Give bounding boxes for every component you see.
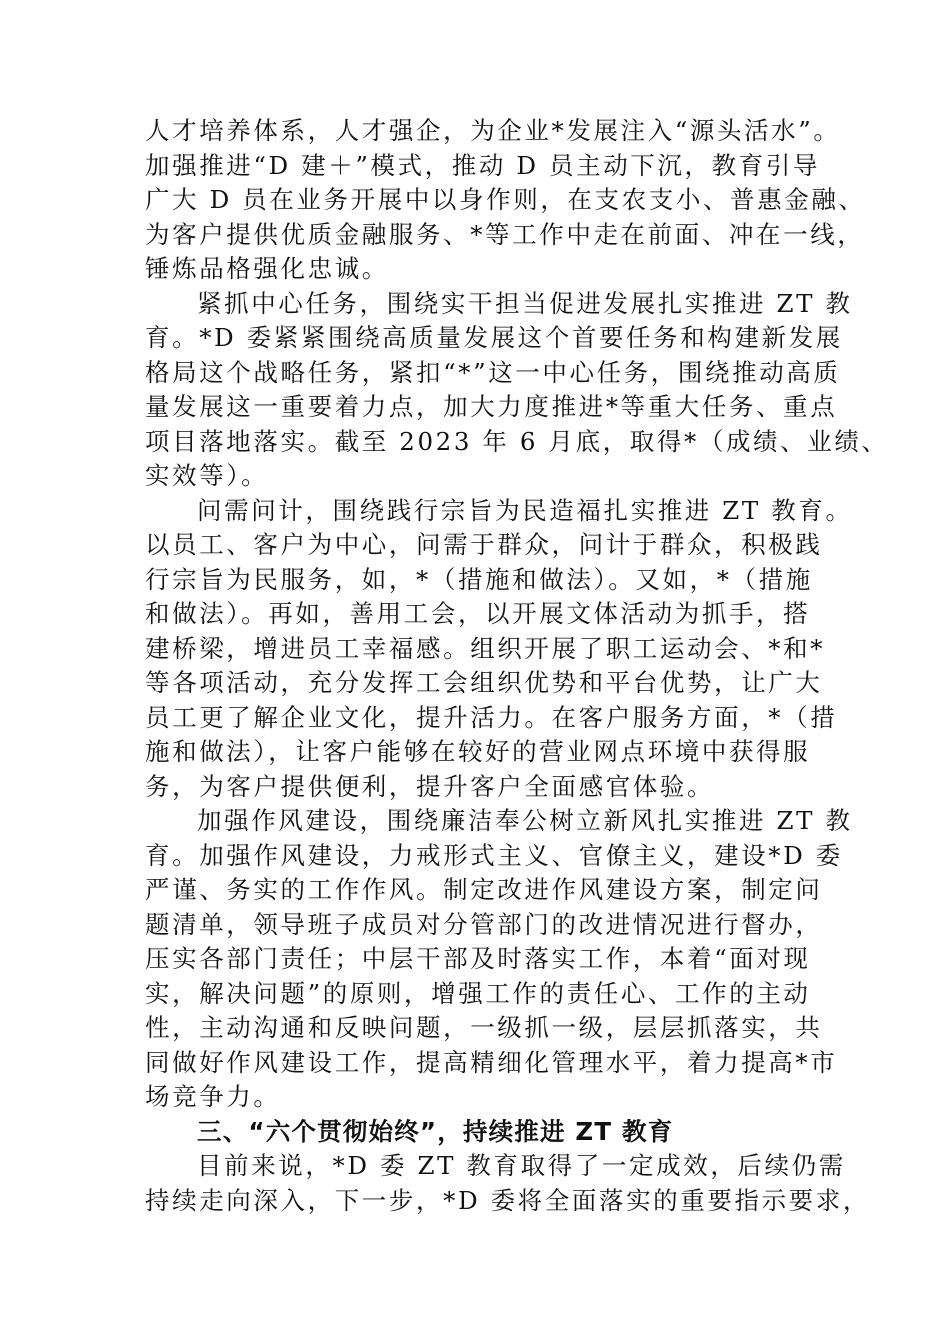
paragraph-first-line: 目前来说，*D 委 ZT 教育取得了一定成效，后续仍需 bbox=[197, 1151, 846, 1180]
body-line: 压实各部门责任；中层干部及时落实工作，本着“面对现 bbox=[145, 944, 811, 973]
body-line: 广大 D 员在业务开展中以身作则，在支农支小、普惠金融、 bbox=[145, 185, 866, 214]
document-body bbox=[145, 114, 889, 1218]
body-line: 持续走向深入，下一步，*D 委将全面落实的重要指示要求， bbox=[145, 1185, 870, 1215]
body-line: 量发展这一重要着力点，加大力度推进*等重大任务、重点 bbox=[145, 392, 838, 421]
body-line: 和做法）。再如，善用工会，以开展文体活动为抓手，搭 bbox=[145, 599, 811, 628]
body-line: 行宗旨为民服务，如，*（措施和做法）。又如，*（措施 bbox=[145, 564, 813, 594]
body-line: 员工更了解企业文化，提升活力。在客户服务方面，*（措 bbox=[145, 702, 838, 732]
body-line: 题清单，领导班子成员对分管部门的改进情况进行督办， bbox=[145, 909, 823, 939]
body-line: 实效等）。 bbox=[145, 461, 269, 490]
body-line: 锤炼品格强化忠诚。 bbox=[145, 254, 389, 283]
body-line: 场竞争力。 bbox=[145, 1082, 281, 1111]
body-line: 同做好作风建设工作，提高精细化管理水平，着力提高*市 bbox=[145, 1047, 838, 1077]
section-heading: 三、“六个贯彻始终”，持续推进 ZT 教育 bbox=[197, 1116, 674, 1146]
body-line: 人才培养体系，人才强企，为企业*发展注入“源头活水”。 bbox=[145, 116, 841, 145]
paragraph-first-line: 问需问计，围绕践行宗旨为民造福扎实推进 ZT 教育。 bbox=[197, 495, 853, 525]
body-line: 格局这个战略任务，紧扣“*”这一中心任务，围绕推动高质 bbox=[145, 357, 841, 387]
body-line: 等各项活动，充分发挥工会组织优势和平台优势，让广大 bbox=[145, 668, 823, 697]
paragraph-first-line: 紧抓中心任务，围绕实干担当促进发展扎实推进 ZT 教 bbox=[197, 288, 853, 318]
body-line: 项目落地落实。截至 2023 年 6 月底，取得*（成绩、业绩、 bbox=[145, 426, 889, 456]
body-line: 以员工、客户为中心，问需于群众，问计于群众，积极践 bbox=[145, 530, 823, 559]
body-line: 育。*D 委紧紧围绕高质量发展这个首要任务和构建新发展 bbox=[145, 323, 843, 352]
body-line: 加强推进“D 建＋”模式，推动 D 员主动下沉，教育引导 bbox=[145, 150, 820, 180]
body-line: 为客户提供优质金融服务、*等工作中走在前面、冲在一线， bbox=[145, 219, 865, 249]
body-line: 施和做法），让客户能够在较好的营业网点环境中获得服 bbox=[145, 737, 811, 766]
body-line: 建桥梁，增进员工幸福感。组织开展了职工运动会、*和* bbox=[145, 633, 826, 663]
body-line: 育。加强作风建设，力戒形式主义、官僚主义，建设*D 委 bbox=[145, 840, 843, 870]
body-line: 性，主动沟通和反映问题，一级抓一级，层层抓落实，共 bbox=[145, 1013, 823, 1042]
body-line: 务，为客户提供便利，提升客户全面感官体验。 bbox=[145, 771, 715, 801]
body-line: 严谨、务实的工作作风。制定改进作风建设方案，制定问 bbox=[145, 875, 823, 904]
paragraph-first-line: 加强作风建设，围绕廉洁奉公树立新风扎实推进 ZT 教 bbox=[197, 806, 853, 835]
body-line: 实，解决问题”的原则，增强工作的责任心、工作的主动 bbox=[145, 978, 811, 1008]
